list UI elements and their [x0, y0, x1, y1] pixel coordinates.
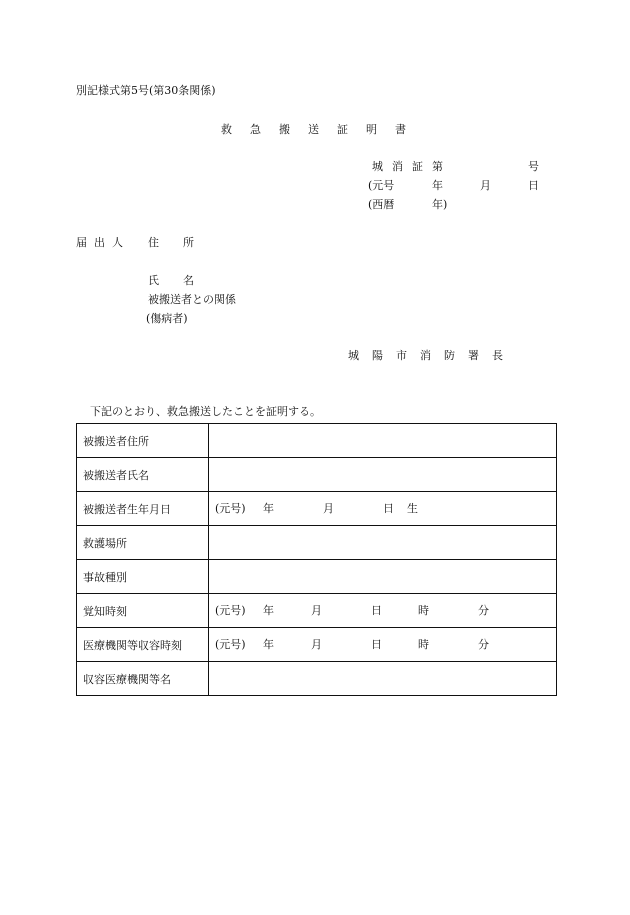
day-label: 日	[371, 637, 382, 651]
doc-month-label: 月	[480, 179, 491, 192]
doc-seireki-label: (西暦	[368, 198, 395, 211]
row-value-accident-type[interactable]	[209, 560, 557, 594]
era-label: (元号)	[215, 637, 246, 651]
era-label: (元号)	[215, 501, 246, 515]
form-number: 別記様式第5号(第30条関係)	[76, 84, 216, 97]
hour-label: 時	[418, 637, 429, 651]
applicant-address-char: 住	[148, 236, 159, 249]
certificate-table	[76, 423, 557, 696]
title-char: 証	[337, 123, 348, 136]
title-char: 書	[395, 123, 406, 136]
year-label: 年	[263, 501, 274, 515]
month-label: 月	[311, 603, 322, 617]
table-row	[77, 594, 557, 628]
applicant-label-char: 出	[94, 236, 105, 249]
row-value-birthdate[interactable]	[209, 492, 557, 526]
row-value-admission-time[interactable]	[209, 628, 557, 662]
title-char: 明	[366, 123, 377, 136]
birth-suffix-label: 生	[407, 501, 418, 515]
table-row	[77, 662, 557, 696]
issuer-char: 消	[420, 349, 431, 362]
doc-org-char: 第	[432, 160, 443, 173]
doc-era-label: (元号	[368, 179, 395, 192]
issuer-char: 陽	[372, 349, 383, 362]
table-row	[77, 560, 557, 594]
table-row	[77, 628, 557, 662]
doc-go-label: 号	[528, 160, 539, 173]
issuer-char: 市	[396, 349, 407, 362]
row-label-birthdate: 被搬送者生年月日	[77, 492, 209, 526]
minute-label: 分	[478, 637, 489, 651]
doc-org-char: 消	[392, 160, 403, 173]
row-label-accident-type: 事故種別	[77, 560, 209, 594]
row-value-rescue-place[interactable]	[209, 526, 557, 560]
applicant-address-char: 所	[183, 236, 194, 249]
row-value-name[interactable]	[209, 458, 557, 492]
issuer-char: 防	[444, 349, 455, 362]
month-label: 月	[311, 637, 322, 651]
row-label-address: 被搬送者住所	[77, 424, 209, 458]
issuer-char: 長	[492, 349, 503, 362]
title-char: 搬	[279, 123, 290, 136]
issuer-char: 署	[468, 349, 479, 362]
row-label-hospital-name: 収容医療機関等名	[77, 662, 209, 696]
title-char: 救	[221, 123, 232, 136]
row-value-notice-time[interactable]	[209, 594, 557, 628]
applicant-label-char: 届	[76, 236, 87, 249]
era-label: (元号)	[215, 603, 246, 617]
doc-seireki-year-label: 年)	[432, 198, 448, 211]
applicant-relation-note: (傷病者)	[146, 312, 188, 325]
day-label: 日	[383, 501, 394, 515]
issuer-char: 城	[348, 349, 359, 362]
applicant-relation-label: 被搬送者との関係	[148, 293, 236, 306]
row-label-rescue-place: 救護場所	[77, 526, 209, 560]
table-row	[77, 458, 557, 492]
month-label: 月	[323, 501, 334, 515]
minute-label: 分	[478, 603, 489, 617]
doc-day-label: 日	[528, 179, 539, 192]
title-char: 急	[250, 123, 261, 136]
doc-year-label: 年	[432, 179, 443, 192]
doc-org-char: 城	[372, 160, 383, 173]
doc-org-char: 証	[412, 160, 423, 173]
row-label-admission-time: 医療機関等収容時刻	[77, 628, 209, 662]
applicant-name-char: 氏	[148, 274, 159, 287]
row-value-hospital-name[interactable]	[209, 662, 557, 696]
table-row	[77, 492, 557, 526]
title-char: 送	[308, 123, 319, 136]
row-label-name: 被搬送者氏名	[77, 458, 209, 492]
applicant-label-char: 人	[112, 236, 123, 249]
table-row	[77, 526, 557, 560]
day-label: 日	[371, 603, 382, 617]
hour-label: 時	[418, 603, 429, 617]
row-value-address[interactable]	[209, 424, 557, 458]
year-label: 年	[263, 603, 274, 617]
certification-statement: 下記のとおり、救急搬送したことを証明する。	[90, 405, 321, 418]
year-label: 年	[263, 637, 274, 651]
row-label-notice-time: 覚知時刻	[77, 594, 209, 628]
applicant-name-char: 名	[183, 274, 194, 287]
table-row	[77, 424, 557, 458]
